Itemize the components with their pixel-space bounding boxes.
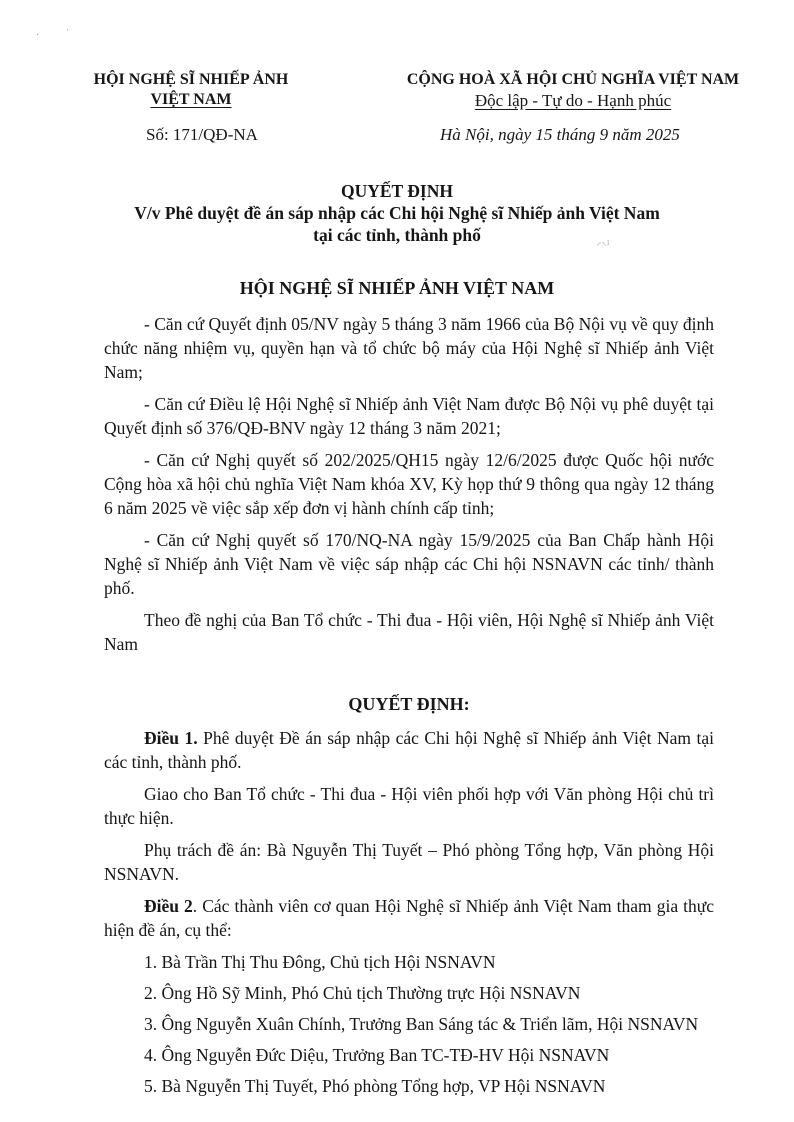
scan-mark: ⸝⸜ₗ [596, 236, 610, 248]
article-1-label: Điều 1. [144, 728, 198, 748]
issuer-name-line1: HỘI NGHỆ SĨ NHIẾP ẢNH [93, 71, 289, 88]
national-motto: Độc lập - Tự do - Hạnh phúc [474, 91, 672, 110]
authority-heading: HỘI NGHỆ SĨ NHIẾP ẢNH VIỆT NAM [239, 278, 555, 298]
title-heading: QUYẾT ĐỊNH [341, 181, 453, 201]
article-2-label: Điều 2 [144, 896, 193, 916]
member-item: 4. Ông Nguyễn Đức Diệu, Trưởng Ban TC-TĐ-HV Hội NSNAVN [144, 1045, 610, 1065]
article-1-in-charge: Phụ trách đề án: Bà Nguyễn Thị Tuyết – Phó phòng Tổng hợp, Văn phòng Hội NSNAVN. [104, 840, 714, 884]
national-header [378, 70, 768, 112]
issuer-header [86, 70, 296, 110]
member-item: 3. Ông Nguyễn Xuân Chính, Trưởng Ban Sáng tác & Triển lãm, Hội NSNAVN [144, 1014, 699, 1034]
legal-basis-1: - Căn cứ Quyết định 05/NV ngày 5 tháng 3 năm 1966 của Bộ Nội vụ về quy định chức năng nhiệm vụ, quyền hạn và tổ chức bộ máy của Hội Nghệ sĩ Nhiếp ảnh Việt Nam; [104, 314, 714, 382]
article-1-assignment: Giao cho Ban Tổ chức - Thi đua - Hội viên phối hợp với Văn phòng Hội chủ trì thực hiện. [104, 784, 714, 828]
scan-speck: ˈ [66, 28, 70, 39]
title-subject-line1: V/v Phê duyệt đề án sáp nhập các Chi hội Nghệ sĩ Nhiếp ảnh Việt Nam [134, 203, 660, 223]
legal-basis-4: - Căn cứ Nghị quyết số 170/NQ-NA ngày 15/9/2025 của Ban Chấp hành Hội Nghệ sĩ Nhiếp ảnh Việt Nam về việc sáp nhập các Chi hội NSNAVN các tỉnh/ thành phố. [104, 530, 714, 598]
proposal-basis: Theo đề nghị của Ban Tổ chức - Thi đua - Hội viên, Hội Nghệ sĩ Nhiếp ảnh Việt Nam [104, 610, 714, 654]
member-item: 5. Bà Nguyễn Thị Tuyết, Phó phòng Tổng hợp, VP Hội NSNAVN [144, 1076, 606, 1096]
nation-name: CỘNG HOÀ XÃ HỘI CHỦ NGHĨA VIỆT NAM [406, 71, 740, 88]
member-item: 1. Bà Trần Thị Thu Đông, Chủ tịch Hội NSNAVN [144, 952, 496, 972]
place-date: Hà Nội, ngày 15 tháng 9 năm 2025 [440, 125, 680, 144]
document-body [104, 312, 714, 1105]
member-item: 2. Ông Hồ Sỹ Minh, Phó Chủ tịch Thường trực Hội NSNAVN [144, 983, 581, 1003]
title-subject-line2: tại các tỉnh, thành phố [313, 225, 481, 245]
article-1-text: Phê duyệt Đề án sáp nhập các Chi hội Nghệ sĩ Nhiếp ảnh Việt Nam tại các tỉnh, thành phố. [104, 728, 715, 772]
legal-basis-2: - Căn cứ Điều lệ Hội Nghệ sĩ Nhiếp ảnh Việt Nam được Bộ Nội vụ phê duyệt tại Quyết định số 376/QĐ-BNV ngày 12 tháng 3 năm 2021; [104, 394, 714, 438]
issuer-name-line2: VIỆT NAM [150, 91, 232, 108]
article-1 [104, 726, 714, 774]
decision-heading: QUYẾT ĐỊNH: [348, 694, 470, 714]
article-2 [104, 894, 714, 942]
legal-basis-3: - Căn cứ Nghị quyết số 202/2025/QH15 ngày 12/6/2025 được Quốc hội nước Cộng hòa xã hội chủ nghĩa Việt Nam khóa XV, Kỳ họp thứ 9 thông qua ngày 12 tháng 6 năm 2025 về việc sắp xếp đơn vị hành chính cấp tỉnh; [104, 450, 714, 518]
document-number: Số: 171/QĐ-NA [146, 125, 258, 144]
article-2-text: . Các thành viên cơ quan Hội Nghệ sĩ Nhiếp ảnh Việt Nam tham gia thực hiện đề án, cụ thể: [104, 896, 714, 940]
scan-speck: · [36, 30, 40, 41]
